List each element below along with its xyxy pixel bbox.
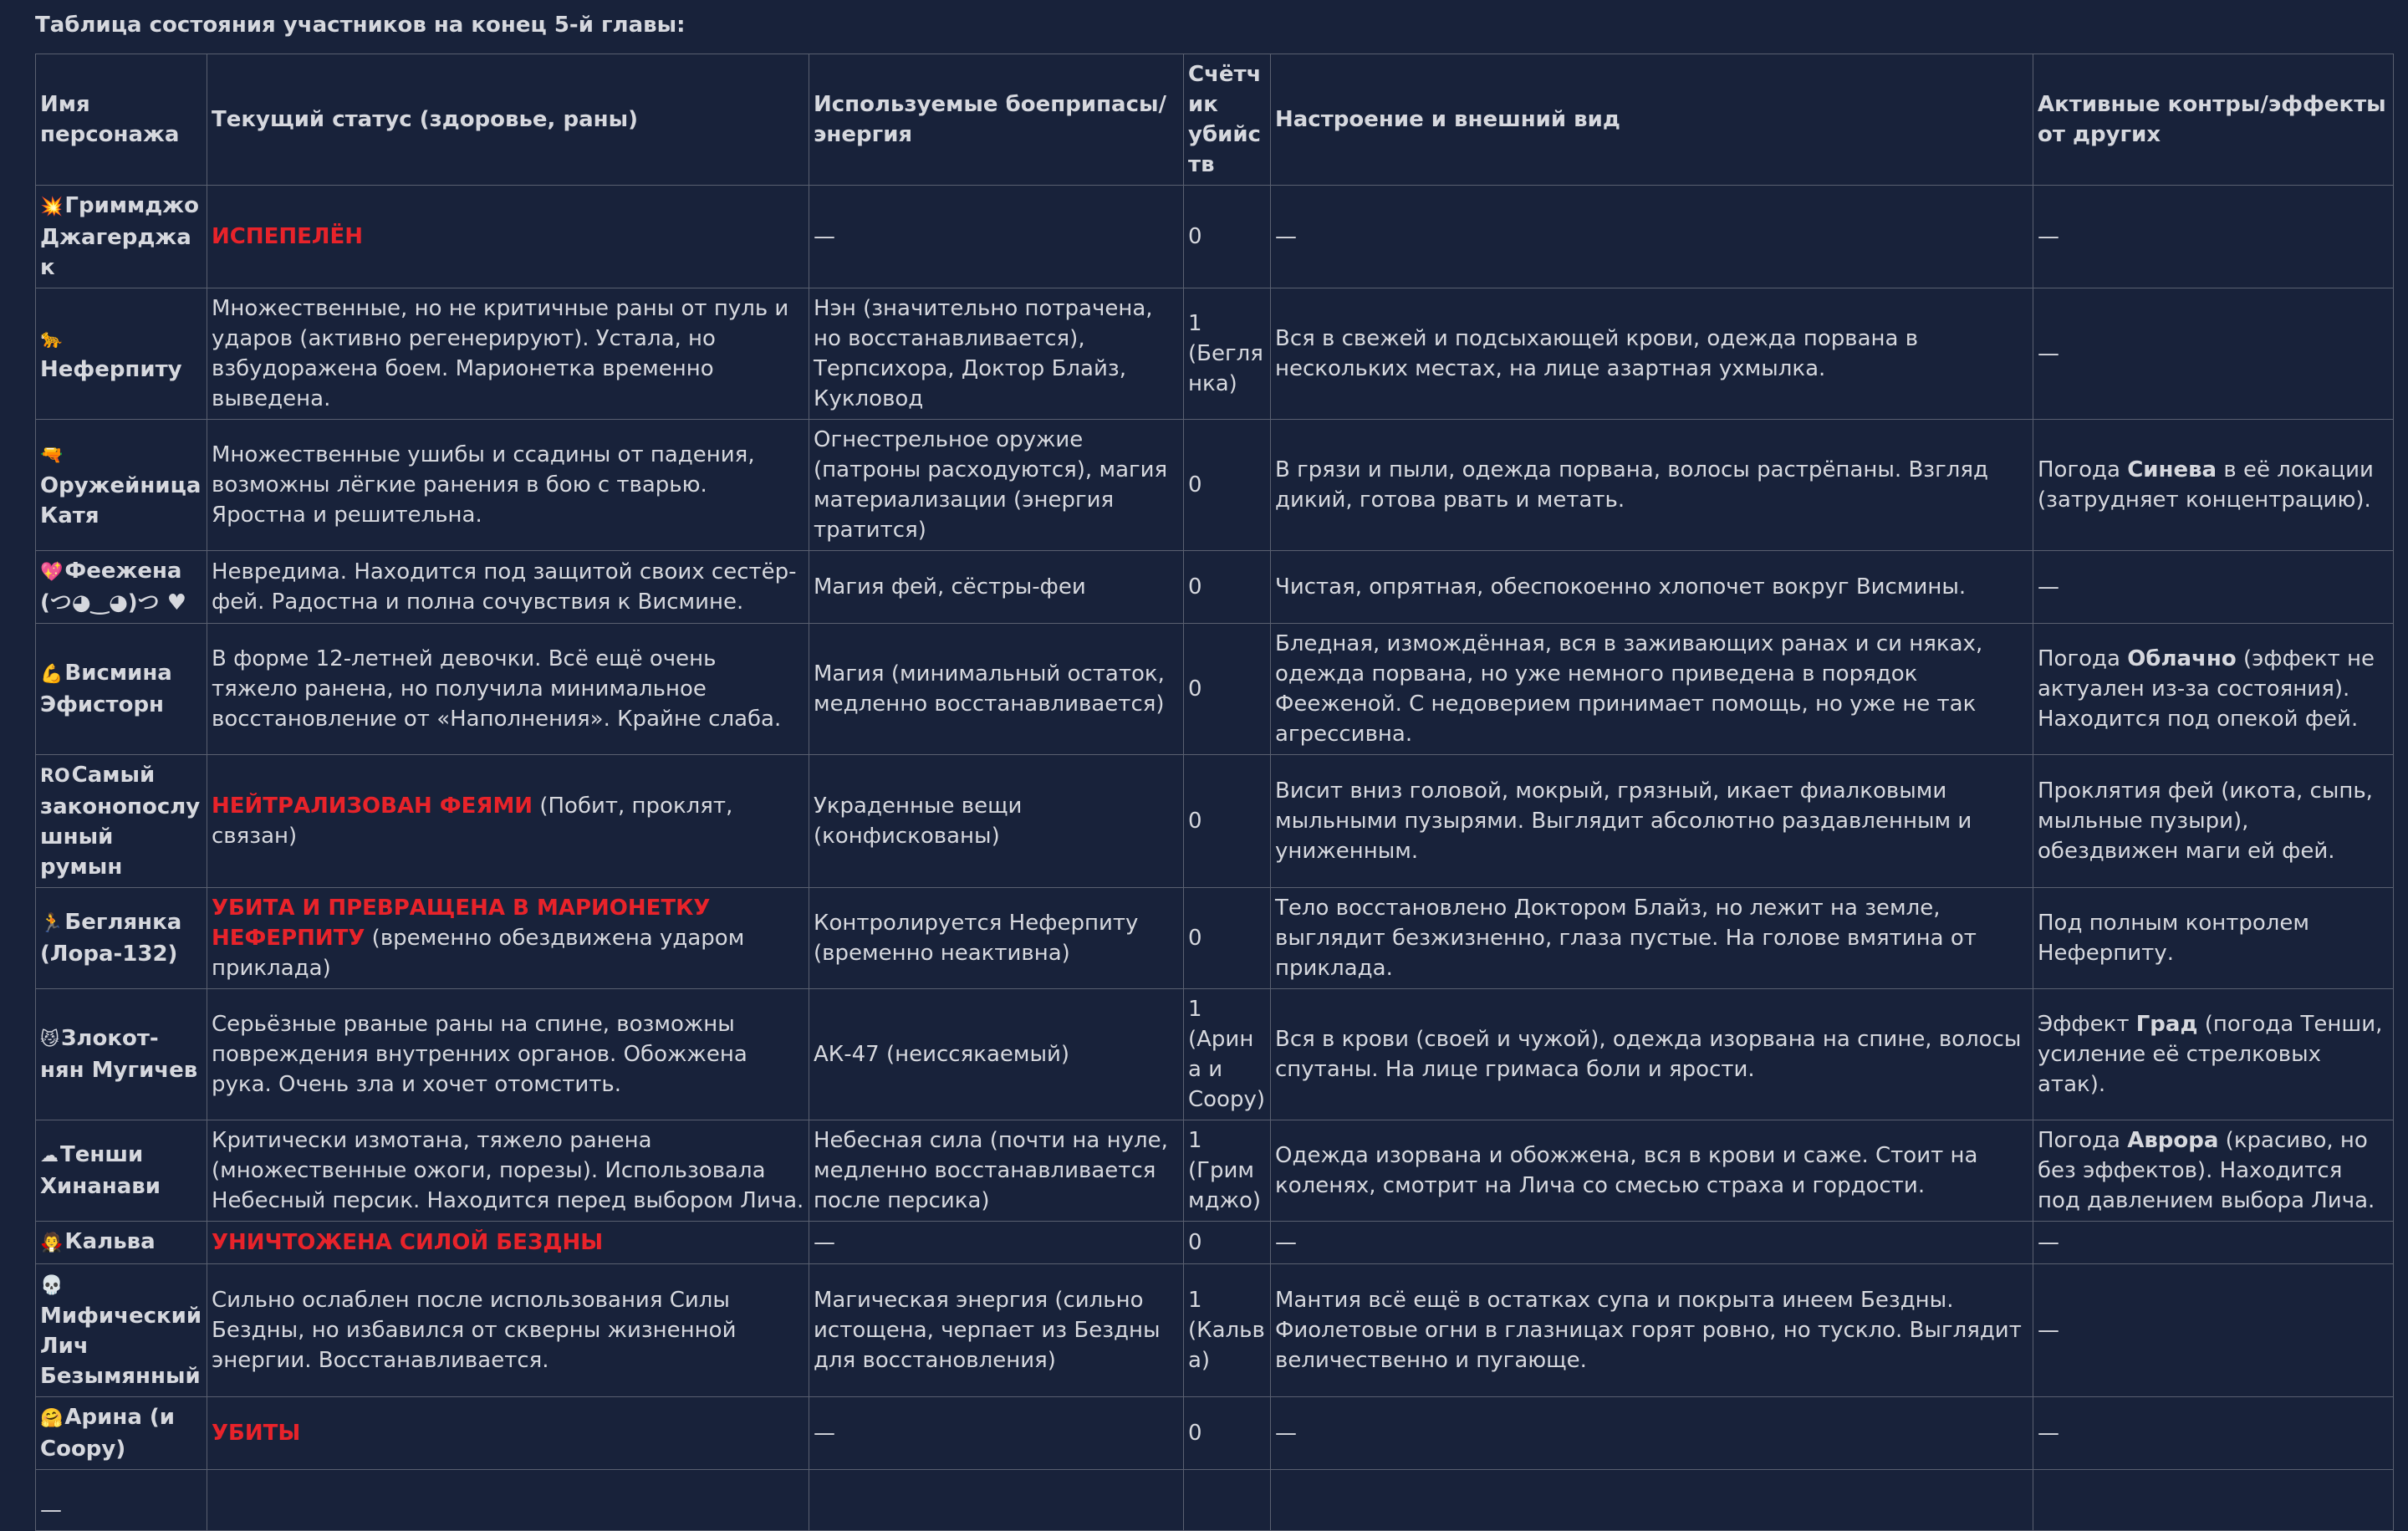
table-row (36, 888, 2394, 989)
header-effects: Активные контры/эффекты от других (2033, 54, 2394, 186)
mood-cell: — (1271, 186, 2033, 288)
effects-text: Погода (2038, 457, 2128, 482)
mood-cell: Одежда изорвана и обожжена, вся в крови и саже. Стоит на коленях, смотрит на Лича со смесью страха и гордости. (1271, 1120, 2033, 1222)
header-kills: Счётчик убийств (1184, 54, 1271, 186)
ammo-cell: Украденные вещи (конфискованы) (809, 755, 1184, 888)
character-name: Самый законопослушный румын (40, 763, 201, 880)
status-cell (207, 288, 809, 420)
effects-text: Эффект (2038, 1012, 2136, 1037)
table-row (36, 1120, 2394, 1222)
effects-cell (2033, 1264, 2394, 1397)
character-name: Беглянка (Лора-132) (40, 910, 182, 967)
status-text: Сильно ослаблен после использования Силы Бездны, но избавился от скверны жизненной энергии. Восстанавливается. (212, 1288, 737, 1373)
character-name: Арина (и Соору) (40, 1405, 176, 1462)
character-name-cell (36, 420, 207, 551)
kills-cell: 1 (Гриммджо) (1184, 1120, 1271, 1222)
status-alert: УБИТЫ (212, 1421, 301, 1446)
effects-text: Погода (2038, 1128, 2128, 1153)
effects-cell (2033, 186, 2394, 288)
table-row (36, 989, 2394, 1120)
header-ammo: Используемые боеприпасы/энергия (809, 54, 1184, 186)
mood-cell: Мантия всё ещё в остатках супа и покрыта инеем Бездны. Фиолетовые огни в глазницах горят ровно, но тускло. Выглядит величественно и пугающе. (1271, 1264, 2033, 1397)
status-cell (207, 888, 809, 989)
status-cell (207, 551, 809, 624)
character-name: Злокот-нян Мугичев (40, 1026, 198, 1083)
ammo-cell: Небесная сила (почти на нуле, медленно восстанавливается после персика) (809, 1120, 1184, 1222)
kills-cell: 0 (1184, 420, 1271, 551)
table-caption: Таблица состояния участников на конец 5-й главы: (35, 13, 686, 38)
character-name-cell (36, 755, 207, 888)
header-row (36, 54, 2394, 186)
status-cell (207, 186, 809, 288)
character-icon: 😼 (40, 1029, 59, 1050)
status-alert: УНИЧТОЖЕНА СИЛОЙ БЕЗДНЫ (212, 1230, 604, 1255)
effects-text: — (2038, 574, 2059, 600)
table-row (36, 186, 2394, 288)
footer-dash: — (40, 1498, 62, 1523)
table-row (36, 1264, 2394, 1397)
ammo-cell: — (809, 1222, 1184, 1264)
effects-highlight: Облачно (2127, 646, 2237, 671)
ammo-cell: Магия (минимальный остаток, медленно восстанавливается) (809, 624, 1184, 755)
status-text: Серьёзные рваные раны на спине, возможны повреждения внутренних органов. Обожжена рука. Очень зла и хочет отомстить. (212, 1012, 747, 1097)
status-text: Множественные, но не критичные раны от пуль и ударов (активно регенерируют). Устала, но взбудоражена боем. Марионетка временно выведена. (212, 296, 789, 411)
character-name-cell (36, 989, 207, 1120)
status-text: (временно обездвижена ударом приклада) (212, 926, 745, 981)
ammo-cell: Контролируется Неферпиту (временно неактивна) (809, 888, 1184, 989)
effects-cell (2033, 551, 2394, 624)
character-icon: ☁ (40, 1146, 59, 1166)
character-name-cell (36, 888, 207, 989)
effects-text: Проклятия фей (икота, сыпь, мыльные пузыри), обездвижен маги ей фей. (2038, 778, 2373, 864)
effects-cell (2033, 755, 2394, 888)
table-row (36, 288, 2394, 420)
effects-cell (2033, 1120, 2394, 1222)
status-alert: УБИТА И ПРЕВРАЩЕНА В МАРИОНЕТКУ НЕФЕРПИТУ (212, 896, 711, 951)
character-name-cell (36, 1222, 207, 1264)
ammo-cell: — (809, 186, 1184, 288)
mood-cell: Чистая, опрятная, обеспокоенно хлопочет вокруг Висмины. (1271, 551, 2033, 624)
character-name-cell (36, 1264, 207, 1397)
character-name: Тенши Хинанави (40, 1142, 161, 1199)
character-name: Висмина Эфисторн (40, 661, 172, 717)
character-name-cell (36, 624, 207, 755)
effects-cell (2033, 420, 2394, 551)
character-name: Кальва (64, 1229, 156, 1254)
table-row-empty (36, 1470, 2394, 1531)
empty-cell (207, 1470, 809, 1531)
effects-text: — (2038, 224, 2059, 249)
header-status: Текущий статус (здоровье, раны) (207, 54, 809, 186)
mood-cell: В грязи и пыли, одежда порвана, волосы растрёпаны. Взгляд дикий, готова рвать и метать. (1271, 420, 2033, 551)
effects-cell (2033, 624, 2394, 755)
character-icon: RO (40, 766, 70, 787)
effects-cell (2033, 1222, 2394, 1264)
ammo-cell: АК-47 (неиссякаемый) (809, 989, 1184, 1120)
character-name-cell (36, 186, 207, 288)
character-name: Мифический Лич Безымянный (40, 1304, 202, 1389)
ammo-cell: — (809, 1397, 1184, 1470)
status-cell (207, 624, 809, 755)
status-text: (Побит, проклят, связан) (212, 794, 733, 849)
effects-text-after: (красиво, но без эффектов). Находится под давлением выбора Лича. (2038, 1128, 2375, 1213)
mood-cell: Вся в свежей и подсыхающей крови, одежда порвана в нескольких местах, на лице азартная ухмылка. (1271, 288, 2033, 420)
character-icon: 🧛 (40, 1232, 64, 1253)
character-name-cell (36, 1397, 207, 1470)
character-name: Неферпиту (40, 357, 182, 382)
effects-text: — (2038, 341, 2059, 366)
ammo-cell: Нэн (значительно потрачена, но восстанавливается), Терпсихора, Доктор Блайз, Кукловод (809, 288, 1184, 420)
effects-text-after: в её локации (затрудняет концентрацию). (2038, 457, 2374, 513)
table-row (36, 420, 2394, 551)
table-row (36, 551, 2394, 624)
kills-cell: 0 (1184, 1397, 1271, 1470)
empty-cell (2033, 1470, 2394, 1531)
header-mood: Настроение и внешний вид (1271, 54, 2033, 186)
table-row (36, 755, 2394, 888)
mood-cell: Бледная, измождённая, вся в заживающих ранах и си няках, одежда порвана, но уже немного приведена в порядок Фееженой. С недоверием принимает помощь, но уже не так агрессивна. (1271, 624, 2033, 755)
character-icon: 💥 (40, 196, 64, 217)
kills-cell: 0 (1184, 888, 1271, 989)
empty-cell (1184, 1470, 1271, 1531)
character-name-cell (36, 551, 207, 624)
effects-cell (2033, 989, 2394, 1120)
status-text: Множественные ушибы и ссадины от падения, возможны лёгкие ранения в бою с тварью. Яростна и решительна. (212, 442, 755, 528)
content (35, 10, 2393, 1531)
kills-cell: 0 (1184, 551, 1271, 624)
status-cell (207, 755, 809, 888)
effects-text-after: (погода Тенши, усиление её стрелковых атак). (2038, 1012, 2383, 1097)
status-cell (207, 420, 809, 551)
kills-cell: 0 (1184, 624, 1271, 755)
character-name-cell (36, 1120, 207, 1222)
status-cell (207, 1222, 809, 1264)
kills-cell: 1 (Кальва) (1184, 1264, 1271, 1397)
effects-highlight: Град (2135, 1012, 2198, 1037)
character-icon: 🤗 (40, 1408, 64, 1429)
character-name: Гриммджо Джагерджак (40, 193, 200, 280)
status-alert: ИСПЕПЕЛЁН (212, 224, 363, 249)
character-icon: 💀 (40, 1275, 64, 1296)
status-text: Невредима. Находится под защитой своих сестёр-фей. Радостна и полна сочувствия к Висмине. (212, 559, 797, 615)
mood-cell: Вся в крови (своей и чужой), одежда изорвана на спине, волосы спутаны. На лице гримаса боли и ярости. (1271, 989, 2033, 1120)
character-name: Оружейница Катя (40, 473, 202, 528)
status-cell (207, 1264, 809, 1397)
kills-cell: 1 (Арина и Соору) (1184, 989, 1271, 1120)
empty-cell (1271, 1470, 2033, 1531)
status-alert: НЕЙТРАЛИЗОВАН ФЕЯМИ (212, 794, 533, 819)
status-cell (207, 989, 809, 1120)
mood-cell: — (1271, 1397, 2033, 1470)
participants-table (35, 54, 2394, 1531)
ammo-cell: Магия фей, сёстры-феи (809, 551, 1184, 624)
empty-cell (36, 1470, 207, 1531)
effects-cell (2033, 888, 2394, 989)
effects-text-after: (эффект не актуален из-за состояния). Находится под опекой фей. (2038, 646, 2375, 732)
status-text: Критически измотана, тяжело ранена (множественные ожоги, порезы). Использовала Небесный персик. Находится перед выбором Лича. (212, 1128, 804, 1213)
character-name-cell (36, 288, 207, 420)
kills-cell: 0 (1184, 186, 1271, 288)
character-icon: 🔫 (40, 445, 64, 466)
table-row (36, 1397, 2394, 1470)
kills-cell: 0 (1184, 1222, 1271, 1264)
character-icon: 💖 (40, 562, 64, 583)
effects-cell (2033, 288, 2394, 420)
ammo-cell: Огнестрельное оружие (патроны расходуются), магия материализации (энергия тратится) (809, 420, 1184, 551)
status-cell (207, 1120, 809, 1222)
effects-highlight: Аврора (2127, 1128, 2219, 1153)
character-icon: 💪 (40, 664, 64, 685)
effects-text: — (2038, 1230, 2059, 1255)
effects-cell (2033, 1397, 2394, 1470)
status-text: В форме 12-летней девочки. Всё ещё очень тяжело ранена, но получила минимальное восстановление от «Наполнения». Крайне слаба. (212, 646, 782, 732)
mood-cell: Висит вниз головой, мокрый, грязный, икает фиалковыми мыльными пузырями. Выглядит абсолютно раздавленным и униженным. (1271, 755, 2033, 888)
effects-text: Погода (2038, 646, 2128, 671)
effects-text: — (2038, 1421, 2059, 1446)
character-name: Феежена (つ◕‿◕)つ ♥ (40, 559, 187, 615)
header-name: Имя персонажа (36, 54, 207, 186)
ammo-cell: Магическая энергия (сильно истощена, черпает из Бездны для восстановления) (809, 1264, 1184, 1397)
status-cell (207, 1397, 809, 1470)
character-icon: 🏃 (40, 913, 64, 934)
table-row (36, 624, 2394, 755)
mood-cell: — (1271, 1222, 2033, 1264)
mood-cell: Тело восстановлено Доктором Блайз, но лежит на земле, выглядит безжизненно, глаза пустые. На голове вмятина от приклада. (1271, 888, 2033, 989)
effects-text: Под полным контролем Неферпиту. (2038, 911, 2310, 966)
effects-highlight: Синева (2127, 457, 2217, 482)
table-row (36, 1222, 2394, 1264)
empty-cell (809, 1470, 1184, 1531)
character-icon: 🐆 (40, 329, 64, 350)
kills-cell: 0 (1184, 755, 1271, 888)
kills-cell: 1 (Беглянка) (1184, 288, 1271, 420)
effects-text: — (2038, 1318, 2059, 1343)
